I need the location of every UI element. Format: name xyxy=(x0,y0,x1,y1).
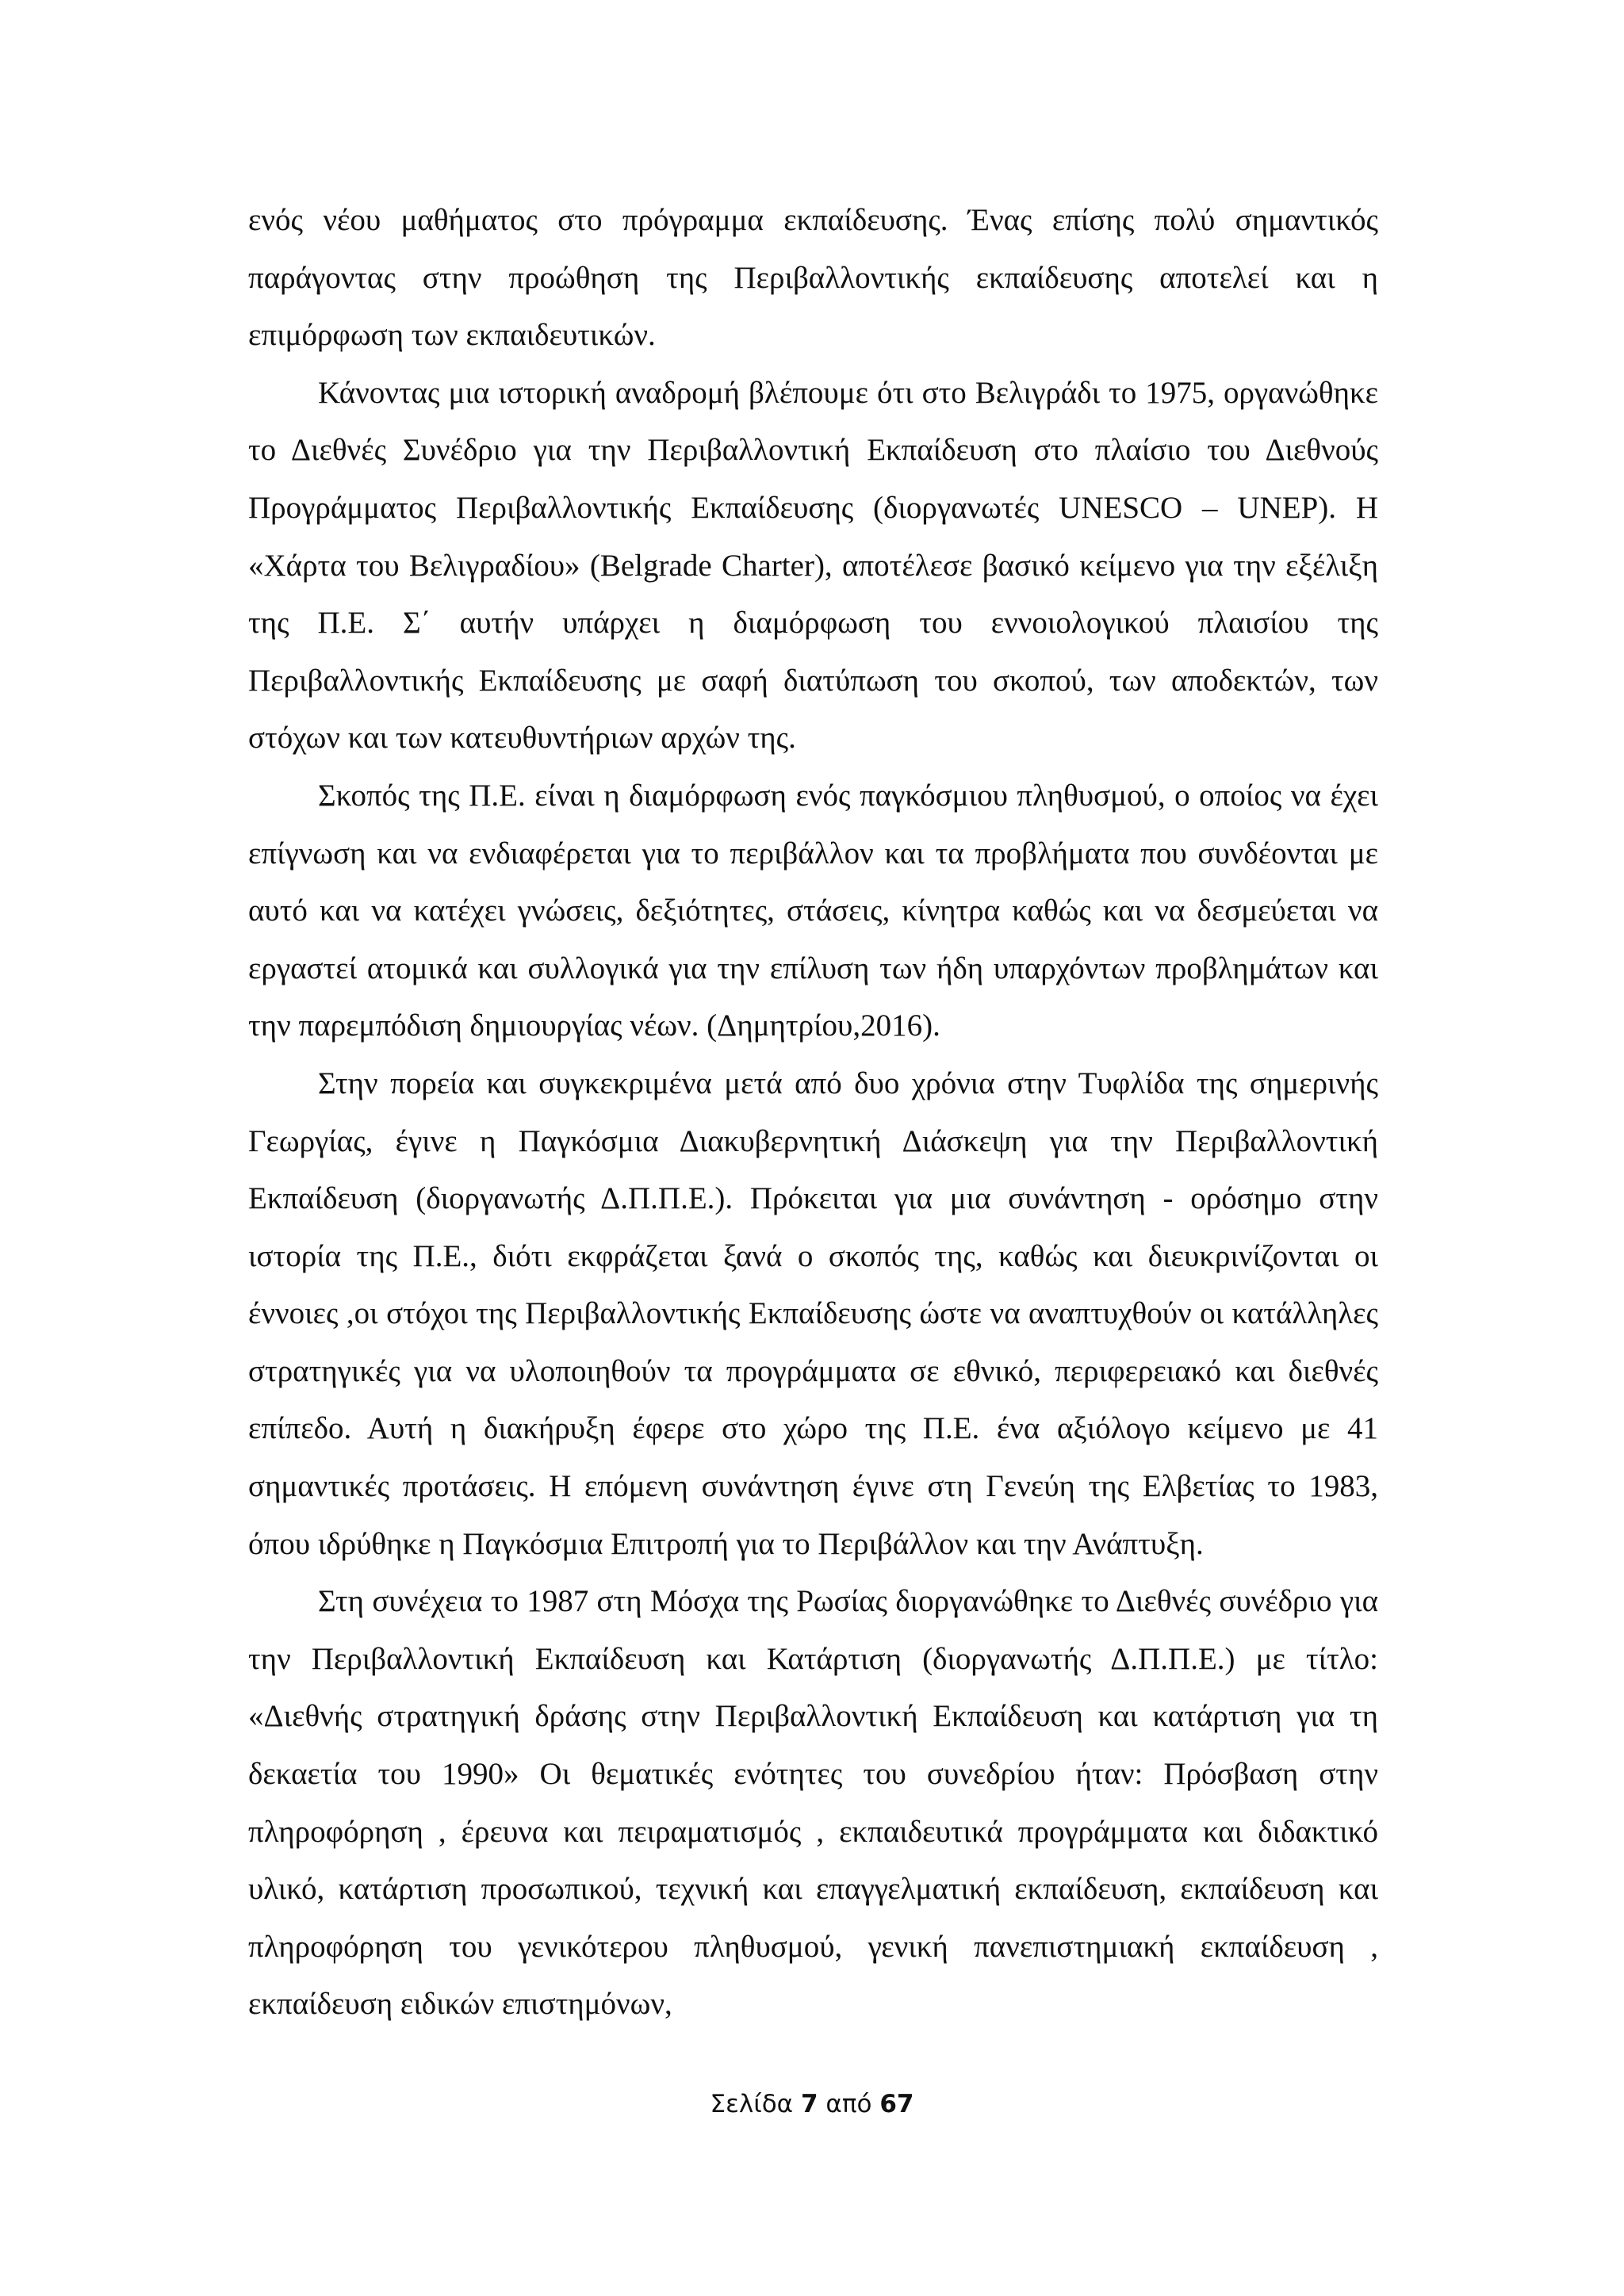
document-body xyxy=(248,192,1378,2034)
paragraph-continuation: ενός νέου μαθήματος στο πρόγραμμα εκπαίδευσης. Ένας επίσης πολύ σημαντικός παράγοντας στην προώθηση της Περιβαλλοντικής εκπαίδευσης αποτελεί και η επιμόρφωση των εκπαιδευτικών. xyxy=(248,203,1378,353)
page-number: 7 xyxy=(800,2090,818,2118)
paragraph-purpose-of-ee: Σκοπός της Π.Ε. είναι η διαμόρφωση ενός παγκόσμιου πληθυσμού, ο οποίος να έχει επίγνωση και να ενδιαφέρεται για το περιβάλλον και τα προβλήματα που συνδέονται με αυτό και να κατέχει γνώσεις, δεξιότητες, στάσεις, κίνητρα καθώς και να δεσμεύεται να εργαστεί ατομικά και συλλογικά για την επίλυση των ήδη υπαρχόντων προβλημάτων και την παρεμπόδιση δημιουργίας νέων. (Δημητρίου,2016). xyxy=(248,778,1378,1043)
page-label: Σελίδα xyxy=(710,2090,794,2118)
page-footer xyxy=(0,2090,1624,2118)
paragraph-tbilisi-conference: Στην πορεία και συγκεκριμένα μετά από δυο χρόνια στην Τυφλίδα της σημερινής Γεωργίας, έγινε η Παγκόσμια Διακυβερνητική Διάσκεψη για την Περιβαλλοντική Εκπαίδευση (διοργανωτής Δ.Π.Π.Ε.). Πρόκειται για μια συνάντηση - ορόσημο στην ιστορία της Π.Ε., διότι εκφράζεται ξανά ο σκοπός της, καθώς και διευκρινίζονται οι έννοιες ,οι στόχοι της Περιβαλλοντικής Εκπαίδευσης ώστε να αναπτυχθούν οι κατάλληλες στρατηγικές για να υλοποιηθούν τα προγράμματα σε εθνικό, περιφερειακό και διεθνές επίπεδο. Αυτή η διακήρυξη έφερε στο χώρο της Π.Ε. ένα αξιόλογο κείμενο με 41 σημαντικές προτάσεις. Η επόμενη συνάντηση έγινε στη Γενεύη της Ελβετίας το 1983, όπου ιδρύθηκε η Παγκόσμια Επιτροπή για το Περιβάλλον και την Ανάπτυξη. xyxy=(248,1066,1378,1561)
page-separator: από xyxy=(825,2090,872,2118)
paragraph-moscow-1987: Στη συνέχεια το 1987 στη Μόσχα της Ρωσίας διοργανώθηκε το Διεθνές συνέδριο για την Περιβαλλοντική Εκπαίδευση και Κατάρτιση (διοργανωτής Δ.Π.Π.Ε.) με τίτλο: «Διεθνής στρατηγική δράσης στην Περιβαλλοντική Εκπαίδευση και κατάρτιση για τη δεκαετία του 1990» Οι θεματικές ενότητες του συνεδρίου ήταν: Πρόσβαση στην πληροφόρηση , έρευνα και πειραματισμός , εκπαιδευτικά προγράμματα και διδακτικό υλικό, κατάρτιση προσωπικού, τεχνική και επαγγελματική εκπαίδευση, εκπαίδευση και πληροφόρηση του γενικότερου πληθυσμού, γενική πανεπιστημιακή εκπαίδευση , εκπαίδευση ειδικών επιστημόνων, xyxy=(248,1584,1378,2022)
paragraph-belgrade-1975: Κάνοντας μια ιστορική αναδρομή βλέπουμε ότι στο Βελιγράδι το 1975, οργανώθηκε το Διεθνές Συνέδριο για την Περιβαλλοντική Εκπαίδευση στο πλαίσιο του Διεθνούς Προγράμματος Περιβαλλοντικής Εκπαίδευσης (διοργανωτές UNESCO – UNEP). Η «Χάρτα του Βελιγραδίου» (Belgrade Charter), αποτέλεσε βασικό κείμενο για την εξέλιξη της Π.Ε. Σ΄ αυτήν υπάρχει η διαμόρφωση του εννοιολογικού πλαισίου της Περιβαλλοντικής Εκπαίδευσης με σαφή διατύπωση του σκοπού, των αποδεκτών, των στόχων και των κατευθυντήριων αρχών της. xyxy=(248,375,1378,756)
page-total: 67 xyxy=(879,2090,914,2118)
